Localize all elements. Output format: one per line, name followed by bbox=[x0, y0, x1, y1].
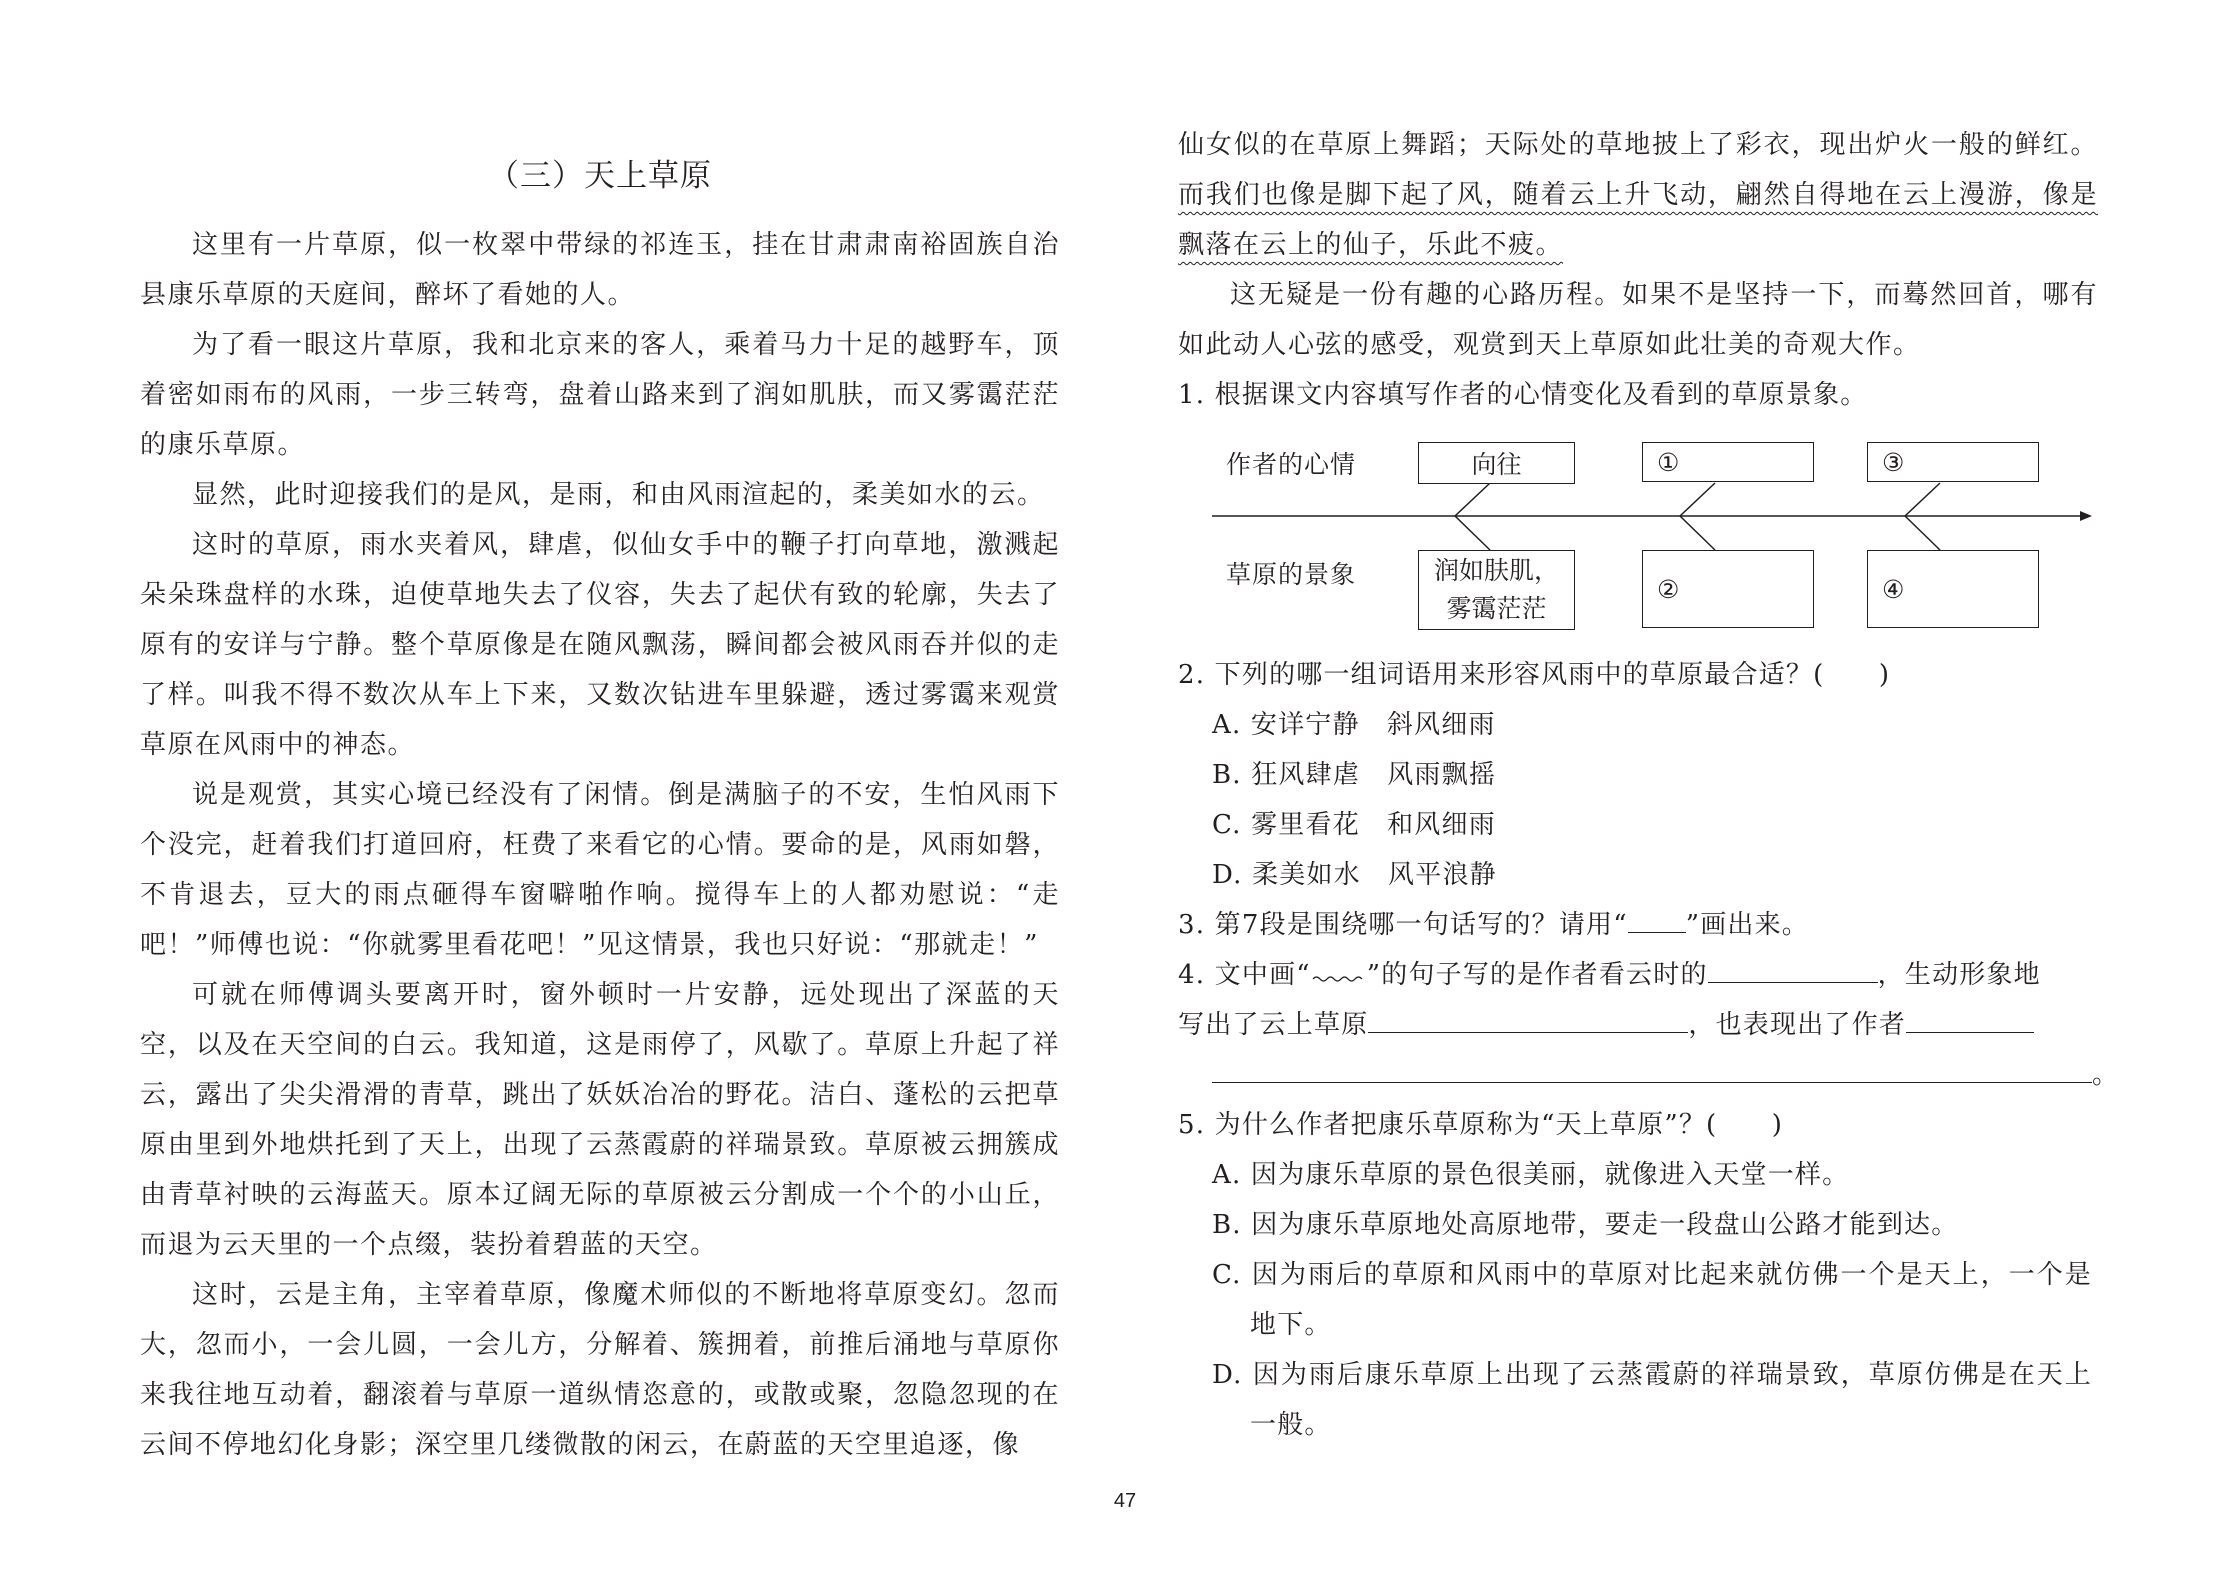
question-1: 1. 根据课文内容填写作者的心情变化及看到的草原景象。 bbox=[1178, 380, 1868, 410]
q4-end: 。 bbox=[2092, 1060, 2120, 1090]
scene-box-1 bbox=[1418, 550, 1575, 630]
scene-box-2[interactable]: ② bbox=[1642, 550, 1814, 628]
q5-option-d[interactable]: D. 因为雨后康乐草原上出现了云蒸霞蔚的祥瑞景致，草原仿佛是在天上一般。 bbox=[1212, 1360, 2092, 1440]
paragraph-4: 这时的草原，雨水夹着风，肆虐，似仙女手中的鞭子打向草地，激溅起朵朵珠盘样的水珠，迫使草地失去了仪容，失去了起伏有致的轮廓，失去了原有的安详与宁静。整个草原像是在随风飘荡，瞬间都会被风雨吞并似的走了样。叫我不得不数次从车上下来，又数次钻进车里躲避，透过雾霭来观赏草原在风雨中的神态。 bbox=[140, 530, 1060, 760]
q5-option-c[interactable]: C. 因为雨后的草原和风雨中的草原对比起来就仿佛一个是天上，一个是地下。 bbox=[1212, 1260, 2092, 1340]
q5-option-b[interactable]: B. 因为康乐草原地处高原地带，要走一段盘山公路才能到达。 bbox=[1212, 1210, 1959, 1240]
mood-box-2[interactable]: ① bbox=[1642, 442, 1814, 482]
q4-blank-2[interactable] bbox=[1368, 1002, 1688, 1033]
q3-prefix: 3. 第7段是围绕哪一句话写的？请用“ bbox=[1178, 910, 1628, 940]
page-number: 47 bbox=[1113, 1490, 1137, 1512]
article-title: （三）天上草原 bbox=[488, 158, 712, 194]
q2-option-d[interactable]: D. 柔美如水 风平浪静 bbox=[1212, 860, 1497, 890]
mood-scene-diagram bbox=[1200, 425, 2100, 645]
paragraph-1: 这里有一片草原，似一枚翠中带绿的祁连玉，挂在甘肃肃南裕固族自治县康乐草原的天庭间，醉坏了看她的人。 bbox=[140, 230, 1060, 310]
q2-option-a[interactable]: A. 安详宁静 斜风细雨 bbox=[1212, 710, 1496, 740]
wavy-underlined-sentence: 而我们也像是脚下起了风，随着云上升飞动，翩然自得地在云上漫游，像是飘落在云上的仙子，乐此不疲。 bbox=[1178, 180, 2098, 260]
q5-option-a[interactable]: A. 因为康乐草原的景色很美丽，就像进入天堂一样。 bbox=[1212, 1160, 1850, 1190]
paragraph-2: 为了看一眼这片草原，我和北京来的客人，乘着马力十足的越野车，顶着密如雨布的风雨，一步三转弯，盘着山路来到了润如肌肤，而又雾霭茫茫的康乐草原。 bbox=[140, 330, 1060, 460]
paragraph-6: 可就在师傅调头要离开时，窗外顿时一片安静，远处现出了深蓝的天空，以及在天空间的白云。我知道，这是雨停了，风歇了。草原上升起了祥云，露出了尖尖滑滑的青草，跳出了妖妖冶冶的野花。洁白、蓬松的云把草原由里到外地烘托到了天上，出现了云蒸霞蔚的祥瑞景致。草原被云拥簇成由青草衬映的云海蓝天。原本辽阔无际的草原被云分割成一个个的小山丘，而退为云天里的一个点缀，装扮着碧蓝的天空。 bbox=[140, 980, 1060, 1260]
paragraph-7: 这时，云是主角，主宰着草原，像魔术师似的不断地将草原变幻。忽而大，忽而小，一会儿圆，一会儿方，分解着、簇拥着，前推后涌地与草原你来我往地互动着，翻滚着与草原一道纵情恣意的，或散或聚，忽隐忽现的在云间不停地幻化身影；深空里几缕微散的闲云，在蔚蓝的天空里追逐，像 bbox=[140, 1280, 1060, 1460]
q4-line2-mid: ，也表现出了作者 bbox=[1688, 1010, 1907, 1040]
question-4-line-2 bbox=[1178, 1000, 2034, 1050]
timeline-arrowhead bbox=[2080, 511, 2092, 521]
q4-mid-2: ，生动形象地 bbox=[1877, 960, 2041, 990]
q4-prefix: 4. 文中画“ bbox=[1178, 960, 1311, 990]
mood-box-1: 向往 bbox=[1418, 442, 1575, 484]
q4-blank-3[interactable] bbox=[1906, 1002, 2034, 1033]
scene-box-1-line-2: 雾霭茫茫 bbox=[1446, 594, 1547, 623]
q4-blank-1[interactable] bbox=[1708, 952, 1878, 983]
q4-mid-1: ”的句子写的是作者看云时的 bbox=[1366, 960, 1708, 990]
scene-row-label: 草原的景象 bbox=[1226, 560, 1357, 589]
q2-option-b[interactable]: B. 狂风肆虐 风雨飘摇 bbox=[1212, 760, 1497, 790]
mood-row-label: 作者的心情 bbox=[1226, 450, 1357, 479]
paragraph-5: 说是观赏，其实心境已经没有了闲情。倒是满脑子的不安，生怕风雨下个没完，赶着我们打道回府，枉费了来看它的心情。要命的是，风雨如磐，不肯退去，豆大的雨点砸得车窗噼啪作响。搅得车上的人都劝慰说：“走吧！”师傅也说：“你就雾里看花吧！”见这情景，我也只好说：“那就走！” bbox=[140, 780, 1060, 960]
question-3 bbox=[1178, 900, 1809, 950]
q4-blank-4[interactable] bbox=[1212, 1052, 2092, 1083]
continuation-text: 仙女似的在草原上舞蹈；天际处的草地披上了彩衣，现出炉火一般的鲜红。 bbox=[1178, 130, 2098, 160]
wavy-line-symbol bbox=[1311, 953, 1367, 983]
question-4-line-3 bbox=[1212, 1050, 2119, 1100]
question-4-line-1 bbox=[1178, 950, 2041, 1000]
question-5: 5. 为什么作者把康乐草原称为“天上草原”？( ) bbox=[1178, 1110, 1784, 1140]
paragraph-7-continued bbox=[1178, 120, 2098, 270]
scene-box-1-line-1: 润如肤肌， bbox=[1433, 556, 1559, 585]
straight-line-symbol bbox=[1628, 902, 1686, 933]
q3-suffix: ”画出来。 bbox=[1685, 910, 1810, 940]
mood-box-3[interactable]: ③ bbox=[1867, 442, 2039, 482]
q2-option-c[interactable]: C. 雾里看花 和风细雨 bbox=[1212, 810, 1496, 840]
paragraph-3: 显然，此时迎接我们的是风，是雨，和由风雨渲起的，柔美如水的云。 bbox=[192, 480, 1045, 510]
paragraph-8: 这无疑是一份有趣的心路历程。如果不是坚持一下，而蓦然回首，哪有如此动人心弦的感受，观赏到天上草原如此壮美的奇观大作。 bbox=[1178, 280, 2098, 360]
scene-box-3[interactable]: ④ bbox=[1867, 550, 2039, 628]
q4-line2-prefix: 写出了云上草原 bbox=[1178, 1010, 1369, 1040]
question-2: 2. 下列的哪一组词语用来形容风雨中的草原最合适？( ) bbox=[1178, 660, 1891, 690]
